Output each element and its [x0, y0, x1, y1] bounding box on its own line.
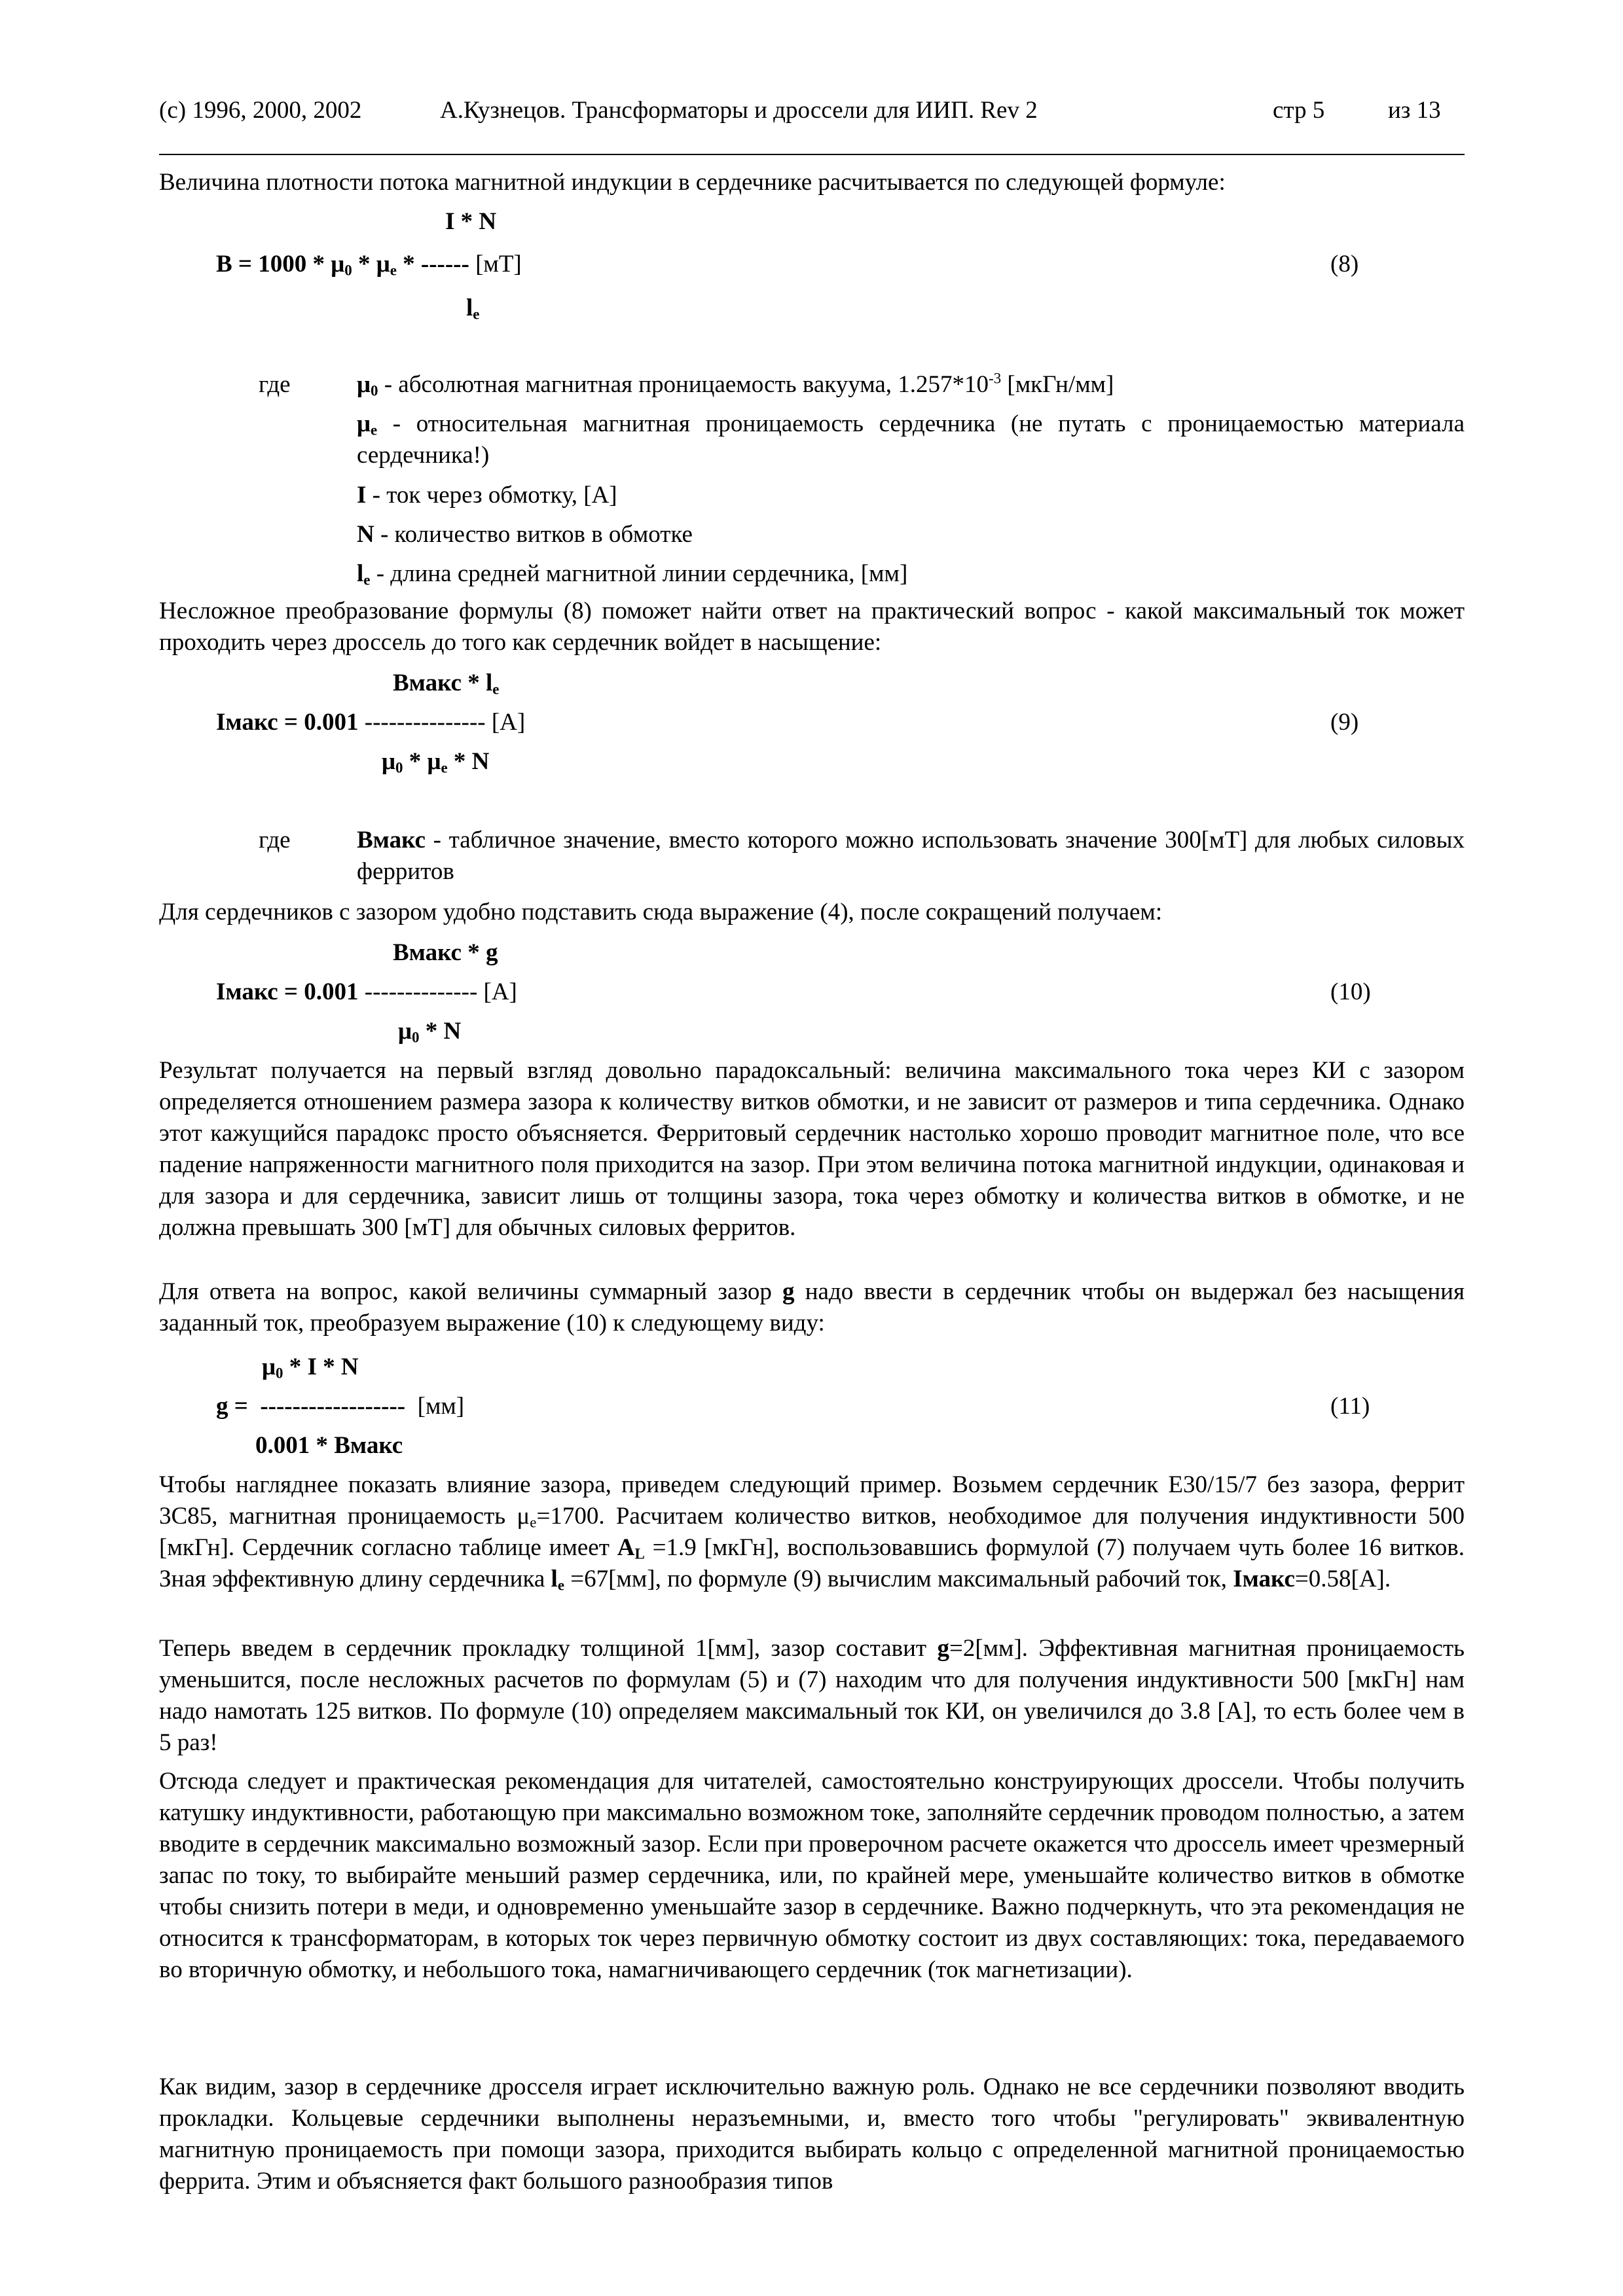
example-p5: =0.58[А].	[1294, 1566, 1391, 1592]
example-p1: Чтобы нагляднее показать влияние зазора, приведем следующий пример. Возьмем сердечник E30/15/7 без зазора, феррит 3С85, магнитная проницаемость	[159, 1471, 1465, 1530]
example-al: A	[617, 1534, 635, 1561]
def-mu0-sub: 0	[370, 382, 378, 399]
header-page-label: стр 5	[1273, 97, 1325, 124]
now-p2: =2[мм]. Эффективная магнитная проницаемость уменьшится, после несложных расчетов по формулам (5) и (7) находим что для получения индуктивности 500 [мкГн] нам надо намотать 125 витков. По формуле (10) определяем максимальный ток КИ, он увеличился до 3.8 [А], то есть более чем в 5 раз!	[159, 1635, 1465, 1756]
f9-denominator	[382, 746, 489, 778]
f8-line	[216, 249, 522, 280]
f11-num-sub0: 0	[275, 1365, 283, 1382]
f11-unit: [мм]	[417, 1393, 465, 1420]
example-p4: =67[мм], по формуле (9) вычислим максимальный рабочий ток,	[564, 1566, 1233, 1592]
f9-den-n: * N	[447, 748, 490, 775]
f11-line	[216, 1391, 464, 1422]
paragraph-recommend: Отсюда следует и практическая рекомендация для читателей, самостоятельно конструирующих дроссели. Чтобы получить катушку индуктивности, работающую при максимально возможном токе, заполняйте сердечник проводом полностью, а затем вводите в сердечник максимально возможный зазор. Если при проверочном расчете окажется что дроссель имеет чрезмерный запас по току, то выбирайте меньший размер сердечника, или, по крайней мере, уменьшайте количество витков в обмотке чтобы снизить потери в меди, и одновременно уменьшайте зазор в сердечнике. Важно подчеркнуть, что эта рекомендация не относится к трансформаторам, в которых ток через первичную обмотку состоит из двух составляющих: тока, передаваемого во вторичную обмотку, и небольшого тока, намагничивающего сердечник (ток магнетизации).	[159, 1768, 1465, 1983]
f8-dashes: * ------	[396, 251, 476, 278]
def-le-sym: l	[357, 560, 364, 587]
f10-den-sub0: 0	[411, 1029, 420, 1046]
example-mu: μ	[517, 1503, 530, 1530]
example-mu-sub: e	[530, 1514, 537, 1531]
example-p3: =1.9 [мкГн], воспользовавшись формулой (7) получаем чуть более 16 витков. Зная эффективную длину сердечника	[159, 1534, 1465, 1592]
example-imax: Iмакс	[1233, 1566, 1295, 1592]
example-le: l	[551, 1566, 558, 1592]
now-g: g	[937, 1635, 949, 1662]
def-n-text: - количество витков в обмотке	[374, 521, 693, 548]
intro-paragraph: Величина плотности потока магнитной индукции в сердечнике расчитывается по следующей формуле:	[159, 169, 1226, 196]
f9-den-sub-e: e	[441, 759, 448, 776]
f11-num-mu0: μ	[262, 1354, 276, 1380]
f10-dashes: --------------	[358, 978, 484, 1005]
paragraph-gap: Для сердечников с зазором удобно подставить сюда выражение (4), после сокращений получаем:	[159, 899, 1163, 925]
f8-den-l: l	[466, 295, 473, 321]
f9-number: (9)	[1330, 709, 1359, 736]
paragraph-example	[159, 1469, 1465, 1595]
f8-lhs: B = 1000 *	[216, 251, 331, 278]
f10-numerator: Bмакс * g	[393, 939, 498, 966]
paragraph-result: Результат получается на первый взгляд довольно парадоксальный: величина максимального тока через КИ с зазором определяется отношением размера зазора к количеству витков обмотки, и не зависит от размеров и типа сердечника. Однако этот кажущийся парадокс просто объясняется. Ферритовый сердечник настолько хорошо проводит магнитное поле, что все падение напряженности магнитного поля приходится на зазор. При этом величина потока магнитной индукции, одинаковая и для зазора и для сердечника, зависит лишь от толщины зазора, тока через обмотку и количества витков в обмотке, и не должна превышать 300 [мТ] для обычных силовых ферритов.	[159, 1057, 1465, 1241]
f8-number: (8)	[1330, 251, 1359, 278]
f11-dashes: ------------------	[247, 1393, 418, 1420]
paragraph-answer	[159, 1276, 1465, 1339]
def-n-sym: N	[357, 521, 374, 548]
now-p1: Теперь введем в сердечник прокладку толщиной 1[мм], зазор составит	[159, 1635, 938, 1662]
f11-numerator	[262, 1352, 359, 1383]
paragraph-now	[159, 1633, 1465, 1759]
f9-numerator	[393, 668, 499, 699]
f10-unit: [А]	[483, 978, 517, 1005]
def-le-sub: e	[363, 571, 371, 588]
f10-den-mu0: μ	[398, 1018, 412, 1045]
f10-lhs: Iмакс = 0.001	[216, 978, 359, 1005]
f8-mu0-sub: 0	[344, 262, 352, 279]
example-al-sub: L	[634, 1545, 645, 1562]
f9-den-star: *	[403, 748, 428, 775]
f11-lhs: g =	[216, 1393, 248, 1420]
f8-unit: [мТ]	[475, 251, 522, 278]
example-p2: =1700. Расчитаем количество витков, необходимое для получения индуктивности 500 [мкГн]. Сердечник согласно таблице имеет	[159, 1503, 1465, 1561]
def-mu0-unit: [мкГн/мм]	[1001, 371, 1114, 398]
f9-den-sub0: 0	[395, 759, 403, 776]
def-bmax-sym: Bмакс	[357, 827, 426, 853]
def-mue-text: - относительная магнитная проницаемость сердечника (не путать с проницаемостью материала сердечника!)	[357, 410, 1465, 469]
def-mu0-exp: -3	[989, 370, 1002, 387]
f10-line	[216, 977, 517, 1008]
def-i	[357, 480, 1465, 511]
f8-star: *	[352, 251, 376, 278]
f9-lhs: Iмакс = 0.001	[216, 709, 359, 736]
def-mu0-text: - абсолютная магнитная проницаемость вакуума, 1.257*10	[378, 371, 989, 398]
paragraph-final: Как видим, зазор в сердечнике дросселя играет исключительно важную роль. Однако не все сердечники позволяют вводить прокладки. Кольцевые сердечники выполнены неразъемными, и, вместо того чтобы "регулировать" эквивалентную магнитную проницаемость при помощи зазора, приходится выбирать кольцо с определенной магнитной проницаемостью феррита. Этим и объясняется факт большого разнообразия типов	[159, 2073, 1465, 2195]
f8-mue-sub: e	[390, 262, 397, 279]
f9-unit: [А]	[491, 709, 526, 736]
f9-num-sub: e	[492, 681, 500, 698]
header-title: А.Кузнецов. Трансформаторы и дроссели для ИИП. Rev 2	[440, 97, 1038, 124]
f8-den-sub: e	[473, 306, 480, 323]
paragraph-transform: Несложное преобразование формулы (8) поможет найти ответ на практический вопрос - какой максимальный ток может проходить через дроссель до того как сердечник войдет в насыщение:	[159, 598, 1465, 656]
f11-denominator: 0.001 * Bмакс	[255, 1432, 403, 1459]
def-n	[357, 519, 1465, 550]
answer-p1: Для ответа на вопрос, какой величины суммарный зазор	[159, 1278, 783, 1305]
def-mu0-sym: μ	[357, 371, 371, 398]
def-mue-sym: μ	[357, 410, 371, 437]
f8-denominator	[466, 293, 479, 324]
f8-mue: μ	[376, 251, 390, 278]
header-rule	[159, 154, 1465, 155]
f9-num-text: Bмакс * l	[393, 670, 493, 696]
def-le-text: - длина средней магнитной линии сердечника, [мм]	[370, 560, 908, 587]
answer-p2: надо ввести в сердечник чтобы он выдержал без насыщения заданный ток, преобразуем выражение (10) к следующему виду:	[159, 1278, 1465, 1336]
f11-num-rest: * I * N	[283, 1354, 359, 1380]
f9-dashes: ---------------	[358, 709, 492, 736]
f9-den-mue: μ	[427, 748, 441, 775]
header-copyright: (c) 1996, 2000, 2002	[159, 97, 362, 124]
example-le-sub: e	[557, 1577, 565, 1594]
def-i-sym: I	[357, 482, 367, 509]
where-label: где	[259, 371, 291, 398]
def-bmax	[357, 825, 1465, 888]
def-mu0	[357, 369, 1465, 401]
f10-den-n: * N	[419, 1018, 462, 1045]
f8-numerator: I * N	[445, 208, 497, 235]
f11-number: (11)	[1330, 1393, 1370, 1420]
def-i-text: - ток через обмотку, [А]	[366, 482, 617, 509]
f10-number: (10)	[1330, 978, 1371, 1005]
f10-denominator	[398, 1016, 461, 1047]
f9-line	[216, 707, 525, 738]
header-page-total: из 13	[1388, 97, 1441, 124]
where-label-9: где	[259, 827, 291, 853]
f8-mu0: μ	[331, 251, 345, 278]
def-mue	[357, 408, 1465, 471]
def-bmax-text: - табличное значение, вместо которого можно использовать значение 300[мТ] для любых силовых ферритов	[357, 827, 1465, 885]
answer-g: g	[782, 1278, 795, 1305]
f9-den-mu0: μ	[382, 748, 395, 775]
def-le	[357, 558, 1465, 590]
def-mue-sub: e	[370, 422, 378, 439]
